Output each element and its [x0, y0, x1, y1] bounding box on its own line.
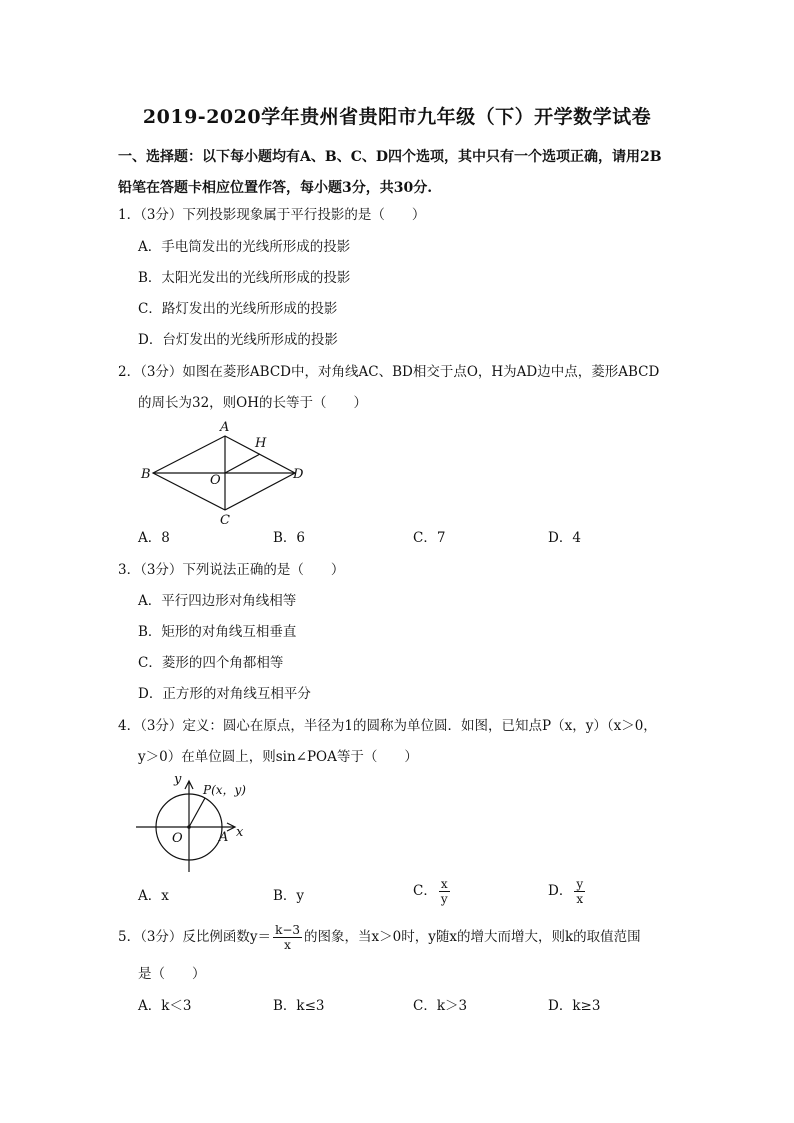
segment-op [189, 798, 205, 827]
q4-option-d [548, 877, 587, 906]
q1-option-c: C．路灯发出的光线所形成的投影 [138, 301, 338, 317]
q3-option-d: D．正方形的对角线互相平分 [138, 686, 311, 702]
label-b: B [141, 467, 151, 482]
q4-option-d-fraction [574, 877, 585, 906]
q3-stem: 3．（3分）下列说法正确的是（ ） [118, 562, 345, 578]
q4-option-a: A．x [138, 888, 169, 904]
q3-option-c: C．菱形的四个角都相等 [138, 655, 284, 671]
q5-stem-line-1 [118, 922, 690, 953]
label-o: O [210, 473, 221, 488]
section-instructions [118, 142, 678, 204]
exam-title: 2019-2020学年贵州省贵阳市九年级（下）开学数学试卷 [142, 106, 652, 128]
label-h: H [255, 436, 267, 451]
q4-option-c-denominator: y [440, 892, 448, 906]
label-x: x [236, 825, 244, 840]
q4-option-d-prefix: D． [548, 883, 573, 899]
unit-circle-figure [132, 772, 262, 872]
q4-option-c-prefix: C． [413, 883, 437, 899]
section-line-1: 一、选择题：以下每小题均有A、B、C、D四个选项，其中只有一个选项正确，请用2B [118, 149, 662, 165]
label-c: C [220, 513, 230, 528]
label-a: A [219, 830, 229, 845]
q2-stem-line-2: 的周长为32，则OH的长等于（ ） [138, 395, 368, 411]
q5-option-b: B．k≤3 [273, 998, 325, 1014]
q2-option-c: C．7 [413, 530, 446, 546]
q5-stem-suffix: 的图象，当x＞0时，y随x的增大而增大，则k的取值范围 [304, 929, 641, 945]
q2-option-b: B．6 [273, 530, 306, 546]
q2-stem-line-1: 2．（3分）如图在菱形ABCD中，对角线AC、BD相交于点O，H为AD边中点，菱形ABCD [118, 364, 660, 380]
q5-fraction-denominator: x [284, 938, 291, 952]
q5-option-a: A．k＜3 [138, 998, 192, 1014]
segment-oh [225, 454, 260, 473]
section-line-2: 铅笔在答题卡相应位置作答，每小题3分，共30分. [118, 180, 433, 196]
q4-option-d-denominator: x [576, 892, 584, 906]
q4-option-c-fraction [439, 877, 450, 906]
label-d: D [293, 467, 304, 482]
q4-option-b: B．y [273, 888, 305, 904]
label-a: A [220, 420, 230, 435]
q5-option-c: C．k＞3 [413, 998, 468, 1014]
q1-option-b: B．太阳光发出的光线所形成的投影 [138, 270, 351, 286]
q5-fraction [273, 923, 302, 952]
q4-stem-line-1: 4．（3分）定义：圆心在原点，半径为1的圆称为单位圆．如图，已知点P（x，y）（x＞0， [118, 718, 657, 734]
q4-stem-line-2: y＞0）在单位圆上，则sin∠POA等于（ ） [138, 749, 418, 765]
q5-fraction-numerator: k−3 [275, 923, 301, 937]
q5-stem-prefix: 5．（3分）反比例函数y＝ [118, 929, 272, 945]
label-p: P(x，y) [203, 783, 246, 797]
origin-point [187, 825, 191, 829]
q4-option-c-numerator: x [440, 877, 448, 891]
q1-option-a: A．手电筒发出的光线所形成的投影 [138, 239, 351, 255]
q4-option-c [413, 877, 452, 906]
q3-option-b: B．矩形的对角线互相垂直 [138, 624, 297, 640]
label-y: y [174, 772, 182, 787]
q4-option-d-numerator: y [576, 877, 584, 891]
q1-option-d: D．台灯发出的光线所形成的投影 [138, 332, 338, 348]
q2-option-a: A．8 [138, 530, 170, 546]
q1-stem: 1．（3分）下列投影现象属于平行投影的是（ ） [118, 207, 426, 223]
q2-option-d: D．4 [548, 530, 581, 546]
label-o: O [172, 831, 183, 846]
q5-option-d: D．k≥3 [548, 998, 601, 1014]
q3-option-a: A．平行四边形对角线相等 [138, 593, 297, 609]
q5-stem-line-2: 是（ ） [138, 966, 206, 982]
rhombus-figure [135, 418, 315, 528]
